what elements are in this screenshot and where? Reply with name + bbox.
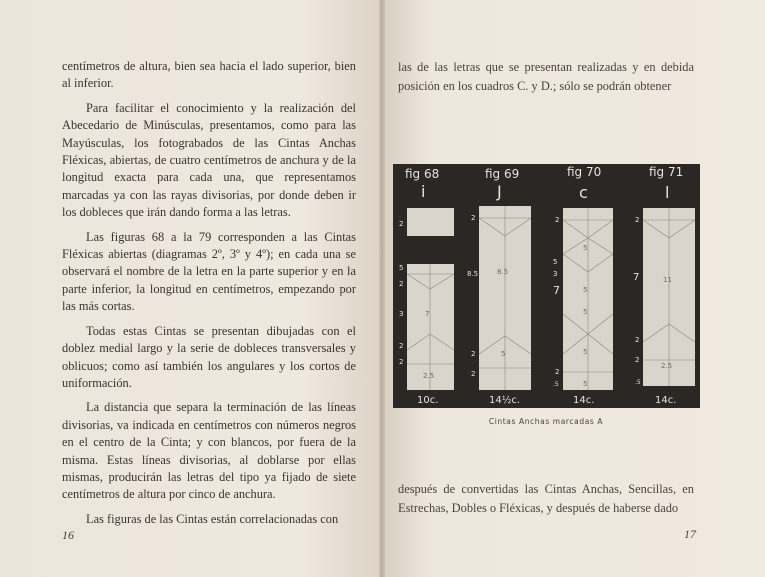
paragraph: La distancia que separa la terminación de las líneas divisorias, va indicada en centímetros con números negros en el centro de la Cinta; y con blancos, por fuera de la misma. Estas líneas divisorias, al doblarse por ellas mismas, producirán las letras del tipo ya fijado de siete centímetros de altura por cinco de anchura.: [62, 400, 356, 502]
strip-number: .5: [553, 381, 559, 388]
strip-letter: i: [421, 182, 426, 201]
strip-number: 5: [583, 286, 588, 294]
strip-length: 10c.: [417, 395, 439, 406]
strip-number: 5: [583, 244, 588, 252]
strip-number: .5: [635, 379, 641, 386]
strip-number: 2: [635, 356, 640, 364]
strip-number: 11: [663, 276, 672, 284]
strips-figure: [393, 164, 700, 408]
strip-number: 8.5: [467, 270, 479, 278]
strip-number: 2: [555, 368, 560, 376]
strip-number: 2: [399, 358, 404, 366]
strip-number: 8.5: [497, 268, 509, 276]
strip-number: 5: [501, 350, 506, 358]
strip-number: 2: [399, 342, 404, 350]
strip-number: 5: [583, 348, 588, 356]
strip-number: 3: [553, 270, 558, 278]
fig-label: fig 68: [405, 167, 440, 181]
paragraph: las de las letras que se presentan realizadas y en debida posición en los cuadros C. y D.; sólo se podrán obtener: [398, 60, 694, 93]
fig-label: fig 70: [567, 165, 602, 179]
strip-letter: J: [497, 182, 502, 201]
paragraph: Para facilitar el conocimiento y la realización del Abecedario de Minúsculas, presentamos, como para las Mayúsculas, los fotograbados de las Cintas Anchas Fléxicas, abiertas, de cuatro centímetros de anchura y de la longitud exacta para cada una, que representamos marcadas ya con las rayas divisorias, por donde deben ir los dobleces que irán dando forma a las letras.: [62, 100, 356, 220]
strip-number: 2: [399, 280, 404, 288]
left-page-text: [62, 58, 356, 535]
paragraph: después de convertidas las Cintas Anchas, Sencillas, en Estrechas, Dobles o Fléxicas, y después de haberse dado: [398, 482, 694, 515]
strip-number: 2.5: [423, 372, 435, 380]
strip-length: 14c.: [573, 395, 595, 406]
figure-caption: Cintas Anchas marcadas A: [488, 417, 604, 426]
strip-number: 7: [633, 272, 640, 283]
strip-piece: [407, 208, 454, 236]
strip-number: 2: [471, 370, 476, 378]
strip-number: 5: [553, 258, 558, 266]
strip-number: 2: [399, 220, 404, 228]
strip-number: 2: [635, 216, 640, 224]
right-page-bottom-text: [398, 480, 694, 518]
strip-letter: l: [665, 183, 670, 202]
strip-length: 14½c.: [489, 395, 521, 406]
strip-number: 2: [555, 216, 560, 224]
page-number-right: 17: [684, 527, 696, 541]
figure-photograph: [393, 164, 700, 408]
strip-number: 5: [583, 308, 588, 316]
paragraph: Las figuras de las Cintas están correlacionadas con: [86, 511, 339, 526]
strip-letter: c: [579, 183, 588, 202]
strip-number: 7: [553, 284, 560, 297]
strip-number: 3: [399, 310, 404, 318]
strip-number: 2: [471, 214, 476, 222]
strip-number: 5: [399, 264, 404, 272]
strip-number: 5: [583, 380, 588, 388]
paragraph: Las figuras 68 a la 79 corresponden a las Cintas Fléxicas abiertas (diagramas 2º, 3º y 4º); en cada una se observará el nombre de la letra en la parte superior y en la parte inferior, la longitud en centímetros, empezando por las más cortas.: [62, 229, 356, 314]
paragraph: Todas estas Cintas se presentan dibujadas con el doblez medial largo y la serie de dobleces transversales y oblicuos; como así también los angulares y los cortos de uniformación.: [62, 323, 356, 390]
book-gutter: [379, 0, 385, 577]
strip-number: 7: [425, 310, 430, 318]
paragraph: centímetros de altura, bien sea hacia el lado superior, bien al inferior.: [62, 59, 356, 91]
strip-length: 14c.: [655, 395, 677, 406]
strip-number: 2.5: [661, 362, 673, 370]
fig-label: fig 69: [485, 167, 520, 181]
fig-label: fig 71: [649, 165, 684, 179]
right-page-top-text: [398, 58, 694, 96]
strip-number: 2: [471, 350, 476, 358]
page-number-left: 16: [62, 528, 74, 542]
strip-number: 2: [635, 336, 640, 344]
